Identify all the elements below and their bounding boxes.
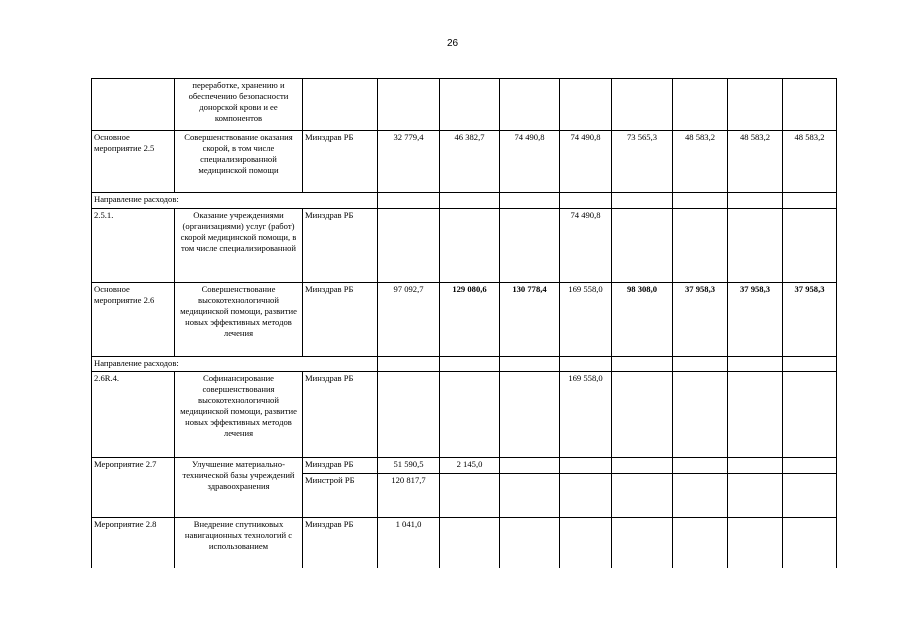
value-cell: 37 958,3 [728,283,783,357]
value-cell [560,518,612,568]
value-cell [612,372,673,458]
value-cell: 169 558,0 [560,372,612,458]
value-cell [378,357,440,372]
executor-cell: Минстрой РБ [303,474,378,518]
value-cell [673,357,728,372]
value-cell [673,79,728,131]
value-cell: 74 490,8 [560,131,612,193]
value-cell: 2 145,0 [440,458,500,474]
value-cell: 46 382,7 [440,131,500,193]
value-cell [612,209,673,283]
table-row [92,193,837,209]
value-cell [612,458,673,474]
value-cell [728,474,783,518]
value-cell [440,372,500,458]
value-cell [378,372,440,458]
row-description: Оказание учреждениями (организациями) услуг (работ) скорой медицинской помощи, в том числе специализированной [175,209,303,283]
value-cell: 32 779,4 [378,131,440,193]
value-cell: 48 583,2 [783,131,837,193]
value-cell [560,474,612,518]
value-cell [560,79,612,131]
value-cell [728,79,783,131]
value-cell: 129 080,6 [440,283,500,357]
row-name [92,79,175,131]
value-cell: 51 590,5 [378,458,440,474]
value-cell: 37 958,3 [673,283,728,357]
value-cell [500,474,560,518]
table-row [92,131,837,193]
value-cell [783,193,837,209]
value-cell [673,458,728,474]
value-cell [673,193,728,209]
value-cell [378,193,440,209]
value-cell [783,372,837,458]
value-cell [500,458,560,474]
value-cell [612,357,673,372]
value-cell [783,458,837,474]
value-cell [500,518,560,568]
row-description: Совершенствование оказания скорой, в том числе специализированной медицинской помощи [175,131,303,193]
value-cell [783,79,837,131]
expense-direction-label: Направление расходов: [92,357,378,372]
page-number: 26 [446,38,459,49]
executor-cell [303,79,378,131]
value-cell [440,518,500,568]
value-cell [728,357,783,372]
value-cell [612,193,673,209]
value-cell [560,458,612,474]
value-cell [560,193,612,209]
budget-table [91,78,837,568]
value-cell: 74 490,8 [500,131,560,193]
table-row [92,209,837,283]
value-cell [728,458,783,474]
table-row [92,518,837,568]
value-cell [783,474,837,518]
row-name: 2.5.1. [92,209,175,283]
value-cell [440,193,500,209]
executor-cell: Минздрав РБ [303,372,378,458]
value-cell [673,209,728,283]
value-cell [673,372,728,458]
value-cell [500,193,560,209]
executor-cell: Минздрав РБ [303,283,378,357]
value-cell [728,372,783,458]
row-description: переработке, хранению и обеспечению безопасности донорской крови и ее компонентов [175,79,303,131]
row-description: Софинансирование совершенствования высокотехнологичной медицинской помощи, развитие новых эффективных методов лечения [175,372,303,458]
executor-cell: Минздрав РБ [303,209,378,283]
table-row [92,79,837,131]
value-cell [378,209,440,283]
value-cell [560,357,612,372]
value-cell [440,357,500,372]
value-cell: 37 958,3 [783,283,837,357]
value-cell: 74 490,8 [560,209,612,283]
value-cell [728,193,783,209]
executor-cell: Минздрав РБ [303,131,378,193]
executor-cell: Минздрав РБ [303,518,378,568]
row-name: Мероприятие 2.8 [92,518,175,568]
value-cell: 169 558,0 [560,283,612,357]
table-row [92,372,837,458]
row-name: Мероприятие 2.7 [92,458,175,518]
value-cell [783,518,837,568]
value-cell [500,357,560,372]
value-cell [728,209,783,283]
value-cell: 73 565,3 [612,131,673,193]
value-cell [673,518,728,568]
value-cell: 120 817,7 [378,474,440,518]
value-cell: 98 308,0 [612,283,673,357]
row-name: 2.6R.4. [92,372,175,458]
expense-direction-label: Направление расходов: [92,193,378,209]
value-cell [500,372,560,458]
row-description: Внедрение спутниковых навигационных технологий с использованием [175,518,303,568]
table-row [92,283,837,357]
value-cell: 48 583,2 [673,131,728,193]
value-cell [440,79,500,131]
value-cell: 97 092,7 [378,283,440,357]
row-name: Основное мероприятие 2.6 [92,283,175,357]
value-cell: 48 583,2 [728,131,783,193]
value-cell: 1 041,0 [378,518,440,568]
table-row [92,357,837,372]
table-row [92,458,837,474]
row-description: Совершенствование высокотехнологичной медицинской помощи, развитие новых эффективных методов лечения [175,283,303,357]
value-cell [378,79,440,131]
executor-cell: Минздрав РБ [303,458,378,474]
row-description: Улучшение материально-технической базы учреждений здравоохранения [175,458,303,518]
value-cell [783,357,837,372]
row-name: Основное мероприятие 2.5 [92,131,175,193]
value-cell [783,209,837,283]
value-cell [612,79,673,131]
value-cell [673,474,728,518]
value-cell [440,209,500,283]
value-cell [500,79,560,131]
value-cell [440,474,500,518]
value-cell [728,518,783,568]
value-cell [500,209,560,283]
value-cell [612,518,673,568]
value-cell [612,474,673,518]
value-cell: 130 778,4 [500,283,560,357]
